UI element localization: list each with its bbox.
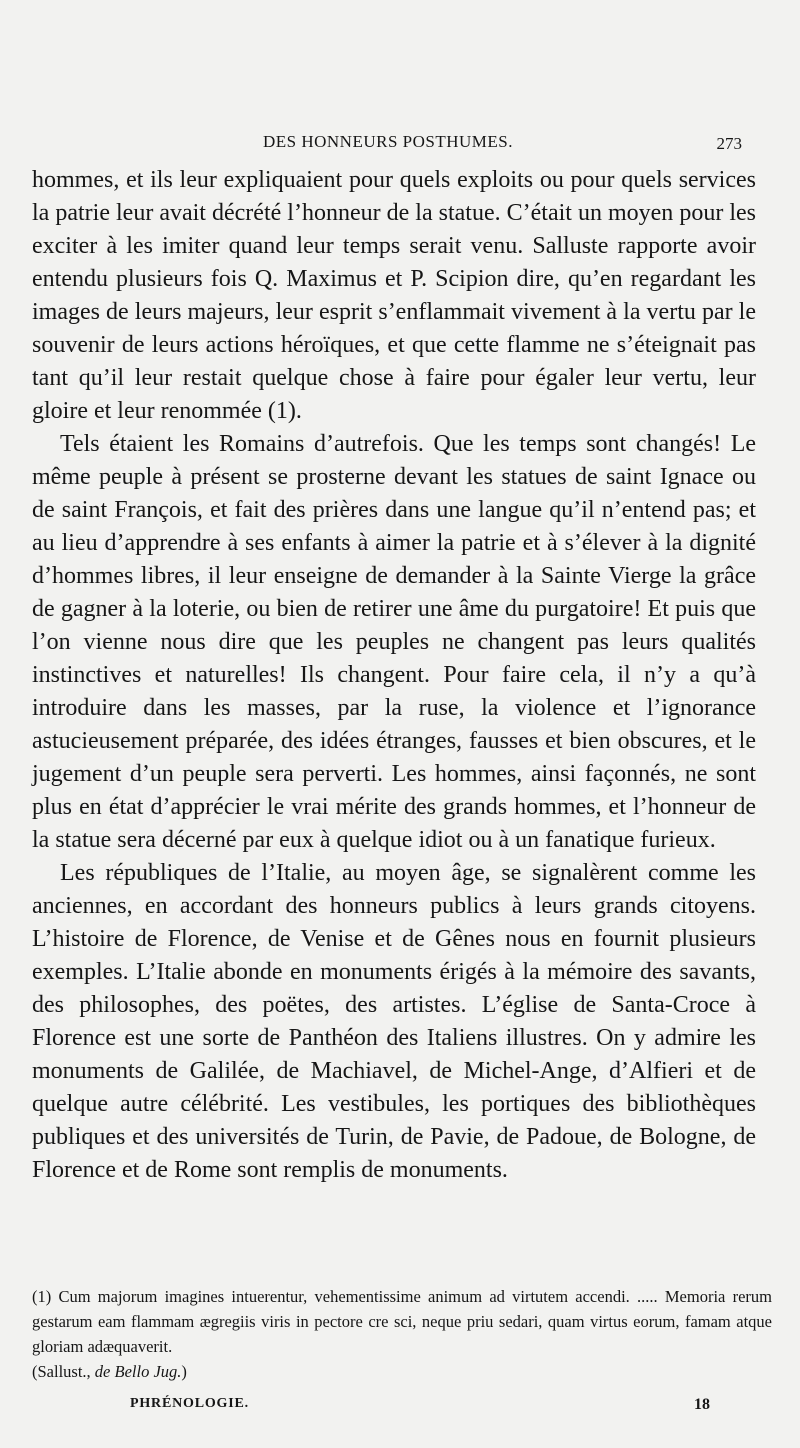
paragraph-1: hommes, et ils leur expliquaient pour quels exploits ou pour quels services la patrie leur avait décrété l’honneur de la statue. C’était un moyen pour les exciter à les imiter quand leur temps serait venu. Salluste rapporte avoir entendu plusieurs fois Q. Maximus et P. Scipion dire, qu’en regardant les images de leurs majeurs, leur esprit s’enflammait vivement à la vertu par le souvenir de leurs actions héroïques, et que cette flamme ne s’éteignait pas tant qu’il leur restait quelque chose à faire pour égaler leur vertu, leur gloire et leur renommée (1). xyxy=(32,167,756,424)
paragraph-2: Tels étaient les Romains d’autrefois. Que les temps sont changés! Le même peuple à présent se prosterne devant les statues de saint Ignace ou de saint François, et fait des prières dans une langue qu’il n’entend pas; et au lieu d’apprendre à ses enfants à aimer la patrie et à s’élever à la dignité d’hommes libres, il leur enseigne de demander à la Sainte Vierge la grâce de gagner à la loterie, ou bien de retirer une âme du purgatoire! Et puis que l’on vienne nous dire que les peuples ne changent pas leurs qualités instinctives et naturelles! Ils changent. Pour faire cela, il n’y a qu’à introduire dans les masses, par la ruse, la violence et l’ignorance astucieusement préparée, des idées étranges, fausses et bien obscures, et le jugement d’un peuple sera perverti. Les hommes, ainsi façonnés, ne sont plus en état d’apprécier le vrai mérite des grands hommes, et l’honneur de la statue sera décerné par eux à quelque idiot ou à un fanatique furieux. xyxy=(32,431,756,853)
page-header xyxy=(32,132,744,158)
page-footer xyxy=(130,1396,710,1420)
footnote-citation xyxy=(32,1359,772,1384)
main-text xyxy=(32,164,756,1187)
footnotes xyxy=(32,1284,772,1384)
citation-close: ) xyxy=(181,1362,187,1381)
citation-title: de Bello Jug. xyxy=(94,1362,182,1381)
page-number: 273 xyxy=(716,134,742,153)
footnote-1: (1) Cum majorum imagines intuerentur, vehementissime animum ad virtutem accendi. ..... Memoria rerum gestarum eam flammam ægregiis viris in pectore cre sci, neque priu sedari, quam virtus eorum, famam atque gloriam adæquaverit. xyxy=(32,1287,772,1356)
signature-mark: PHRÉNOLOGIE. xyxy=(130,1396,249,1411)
running-title: DES HONNEURS POSTHUMES. xyxy=(262,132,513,151)
sheet-number: 18 xyxy=(694,1396,710,1413)
paragraph-3: Les républiques de l’Italie, au moyen âge, se signalèrent comme les anciennes, en accordant des honneurs publics à leurs grands citoyens. L’histoire de Florence, de Venise et de Gênes nous en fournit plusieurs exemples. L’Italie abonde en monuments érigés à la mémoire des savants, des philosophes, des poëtes, des artistes. L’église de Santa-Croce à Florence est une sorte de Panthéon des Italiens illustres. On y admire les monuments de Galilée, de Machiavel, de Michel-Ange, d’Alfieri et de quelque autre célébrité. Les vestibules, les portiques des bibliothèques publiques et des universités de Turin, de Pavie, de Padoue, de Bologne, de Florence et de Rome sont remplis de monuments. xyxy=(32,860,756,1183)
citation-open: (Sallust., xyxy=(32,1362,95,1381)
